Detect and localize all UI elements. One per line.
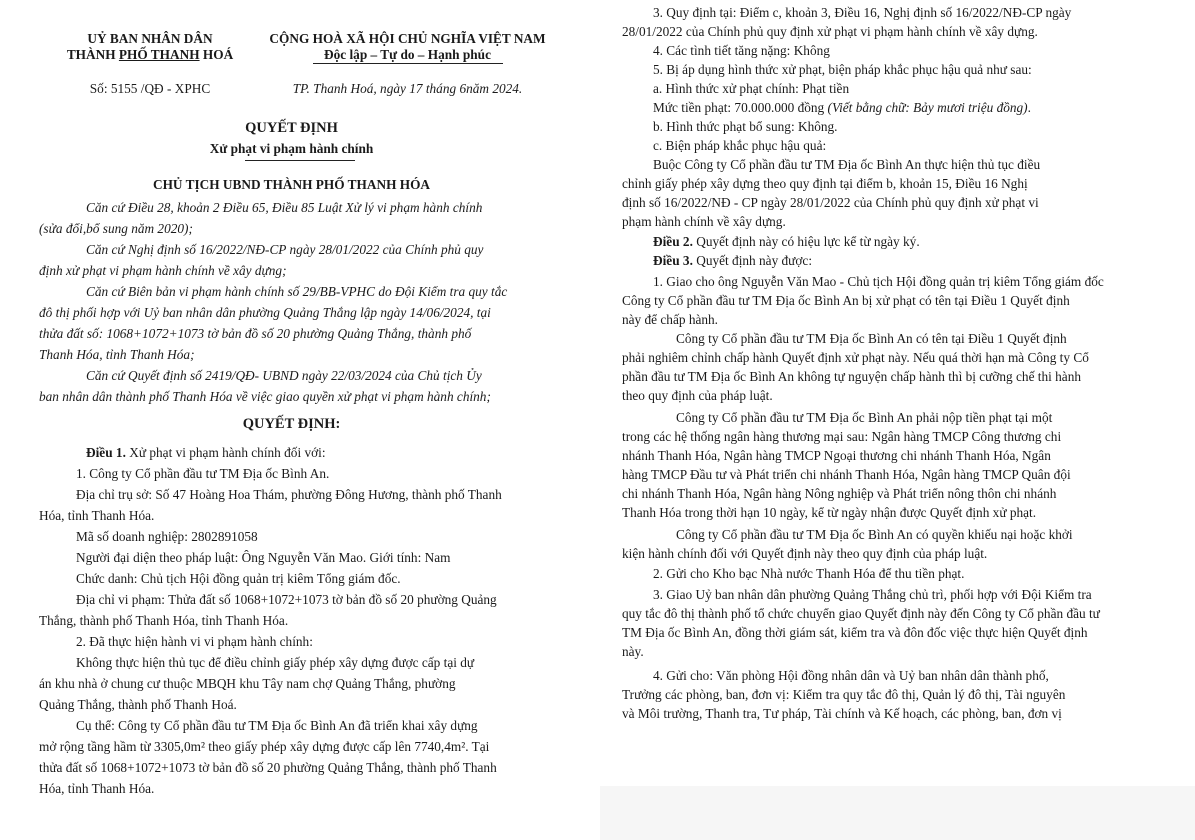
body-line: Hóa, tỉnh Thanh Hóa. [39,508,155,523]
body-line: thửa đất số 1068+1072+1073 tờ bản đồ số 20 phường Quảng Thắng, thành phố Thanh [39,760,497,775]
body-line: phải nghiêm chỉnh chấp hành Quyết định xử phạt này. Nếu quá thời hạn mà Công ty Cổ [622,350,1089,365]
body-line: Địa chỉ vi phạm: Thửa đất số 1068+1072+1073 tờ bản đồ số 20 phường Quảng [76,592,497,607]
body-line: Hóa, tỉnh Thanh Hóa. [39,781,155,796]
right-page [600,0,1195,840]
place-date: TP. Thanh Hoá, ngày 17 tháng 6năm 2024. [292,81,523,96]
body-line: Công ty Cổ phần đầu tư TM Địa ốc Bình An có quyền khiếu nại hoặc khởi [676,527,1073,542]
body-line: chỉnh giấy phép xây dựng theo quy định tại điểm b, khoản 15, Điều 16 Nghị [622,176,1028,191]
body-line: b. Hình thức phạt bổ sung: Không. [653,119,838,134]
body-line: Công ty Cổ phần đầu tư TM Địa ốc Bình An bị xử phạt có tên tại Điều 1 Quyết định [622,293,1070,308]
header-org-line-1: UỶ BAN NHÂN DÂN [87,31,213,46]
body-line: phần đầu tư TM Địa ốc Bình An không tự nguyện chấp hành thì bị cưỡng chế thi hành [622,369,1082,384]
body-line: hàng TMCP Đầu tư và Phát triển chi nhánh Thanh Hóa, Ngân hàng TMCP Quân đội [622,467,1071,482]
body-line: TM Địa ốc Bình An, đồng thời giám sát, kiểm tra và đôn đốc việc thực hiện Quyết định [622,625,1088,640]
page-bottom-margin [600,786,1195,840]
basis-line: Thanh Hóa, tỉnh Thanh Hóa; [39,347,195,362]
body-line: 2. Đã thực hiện hành vi vi phạm hành chính: [76,634,313,649]
article-1: Điều 1. Xử phạt vi phạm hành chính đối với: [86,445,326,460]
body-line: Địa chỉ trụ sở: Số 47 Hoàng Hoa Thám, phường Đông Hương, thành phố Thanh [76,487,502,502]
body-line: 2. Gửi cho Kho bạc Nhà nước Thanh Hóa để thu tiền phạt. [653,566,965,581]
body-line: 5. Bị áp dụng hình thức xử phạt, biện pháp khắc phục hậu quả như sau: [653,62,1032,77]
decision-title: QUYẾT ĐỊNH [245,120,338,136]
left-page [0,0,583,840]
body-line: 3. Quy định tại: Điểm c, khoản 3, Điều 16, Nghị định số 16/2022/NĐ-CP ngày [653,5,1072,20]
body-line: chi nhánh Thanh Hóa, Ngân hàng Nông nghiệp và Phát triển nông thôn chi nhánh [622,486,1057,501]
body-line: Trưởng các phòng, ban, đơn vị: Kiểm tra quy tắc đô thị, Quản lý đô thị, Tài nguyên [622,687,1066,702]
basis-line: Căn cứ Biên bản vi phạm hành chính số 29/BB-VPHC do Đội Kiểm tra quy tắc [86,284,508,299]
basis-line: Căn cứ Quyết định số 2419/QĐ- UBND ngày 22/03/2024 của Chủ tịch Ủy [86,368,482,383]
subtitle-underline [245,160,355,161]
body-line: này. [622,644,644,659]
body-line: 1. Công ty Cổ phần đầu tư TM Địa ốc Bình An. [76,466,330,481]
basis-line: định xử phạt vi phạm hành chính về xây dựng; [39,263,287,278]
body-line: theo quy định của pháp luật. [622,388,773,403]
decides-heading: QUYẾT ĐỊNH: [242,416,341,432]
article-2: Điều 2. Quyết định này có hiệu lực kể từ ngày ký. [653,234,920,249]
body-line: Không thực hiện thủ tục để điều chỉnh giấy phép xây dựng được cấp tại dự [76,655,475,670]
body-line: 28/01/2022 của Chính phủ quy định xử phạt vi phạm hành chính về xây dựng. [622,24,1038,39]
body-line: a. Hình thức xử phạt chính: Phạt tiền [653,81,850,96]
header-org-line-2: THÀNH PHỐ THANH HOÁ [66,47,234,62]
header-nation-line-1: CỘNG HOÀ XÃ HỘI CHỦ NGHĨA VIỆT NAM [269,31,546,46]
motto-underline [313,63,503,64]
body-line: nhánh Thanh Hóa, Ngân hàng TMCP Ngoại thương chi nhánh Thanh Hóa, Ngân [622,448,1051,463]
basis-line: Căn cứ Nghị định số 16/2022/NĐ-CP ngày 28/01/2022 của Chính phủ quy [86,242,484,257]
body-line: phạm hành chính về xây dựng. [622,214,786,229]
body-line: Thanh Hóa trong thời hạn 10 ngày, kể từ ngày nhận được Quyết định xử phạt. [622,505,1037,520]
basis-line: thửa đất số: 1068+1072+1073 tờ bản đồ số 20 phường Quảng Thắng, thành phố [39,326,472,341]
basis-line: đô thị phối hợp với Uỷ ban nhân dân phường Quảng Thắng lập ngày 14/06/2024, tại [39,305,491,320]
body-line: Chức danh: Chủ tịch Hội đồng quản trị kiêm Tổng giám đốc. [76,571,401,586]
body-line: định số 16/2022/NĐ - CP ngày 28/01/2022 của Chính phủ quy định xử phạt vi [622,195,1039,210]
body-line: Công ty Cổ phần đầu tư TM Địa ốc Bình An có tên tại Điều 1 Quyết định [676,331,1067,346]
body-line: Mã số doanh nghiệp: 2802891058 [76,529,258,544]
document-number: Số: 5155 /QĐ - XPHC [89,81,211,96]
fine-amount: Mức tiền phạt: 70.000.000 đồng (Viết bằng chữ: Bảy mươi triệu đồng). [653,100,1031,115]
body-line: c. Biện pháp khắc phục hậu quả: [653,138,827,153]
header-motto: Độc lập – Tự do – Hạnh phúc [324,47,491,62]
basis-line: (sửa đổi,bổ sung năm 2020); [39,221,193,236]
body-line: 4. Gửi cho: Văn phòng Hội đồng nhân dân và Uỷ ban nhân dân thành phố, [653,668,1049,683]
body-line: Người đại diện theo pháp luật: Ông Nguyễn Văn Mao. Giới tính: Nam [76,550,451,565]
body-line: này để chấp hành. [622,312,718,327]
body-line: 4. Các tình tiết tăng nặng: Không [653,43,830,58]
body-line: Thắng, thành phố Thanh Hóa, tỉnh Thanh Hóa. [39,613,289,628]
body-line: 3. Giao Uỷ ban nhân dân phường Quảng Thắng chủ trì, phối hợp với Đội Kiểm tra [653,587,1092,602]
article-3: Điều 3. Quyết định này được: [653,253,813,268]
basis-line: Căn cứ Điều 28, khoản 2 Điều 65, Điều 85 Luật Xử lý vi phạm hành chính [86,200,483,215]
body-line: Công ty Cổ phần đầu tư TM Địa ốc Bình An phải nộp tiền phạt tại một [676,410,1053,425]
body-line: Quảng Thắng, thành phố Thanh Hoá. [39,697,237,712]
body-line: quy tắc đô thị thành phố tổ chức chuyển giao Quyết định này đến Công ty Cổ phần đầu tư [622,606,1100,621]
body-line: 1. Giao cho ông Nguyễn Văn Mao - Chủ tịch Hội đồng quản trị kiêm Tổng giám đốc [653,274,1104,289]
body-line: án khu nhà ở chung cư thuộc MBQH khu Tây nam chợ Quảng Thắng, phường [39,676,456,691]
body-line: Buộc Công ty Cổ phần đầu tư TM Địa ốc Bình An thực hiện thủ tục điều [653,157,1041,172]
decision-subtitle: Xử phạt vi phạm hành chính [209,141,374,156]
authority-heading: CHỦ TỊCH UBND THÀNH PHỐ THANH HÓA [152,177,431,192]
body-line: Cụ thể: Công ty Cổ phần đầu tư TM Địa ốc Bình An đã triển khai xây dựng [76,718,478,733]
body-line: kiện hành chính đối với Quyết định này theo quy định của pháp luật. [622,546,988,561]
basis-line: ban nhân dân thành phố Thanh Hóa về việc giao quyền xử phạt vi phạm hành chính; [39,389,491,404]
body-line: và Môi trường, Thanh tra, Tư pháp, Tài chính và Kế hoạch, các phòng, ban, đơn vị [622,706,1062,721]
body-line: trong các hệ thống ngân hàng thương mại sau: Ngân hàng TMCP Công thương chi [622,429,1062,444]
body-line: mở rộng tầng hầm từ 3305,0m² theo giấy phép xây dựng được cấp lên 7740,4m². Tại [39,739,490,754]
